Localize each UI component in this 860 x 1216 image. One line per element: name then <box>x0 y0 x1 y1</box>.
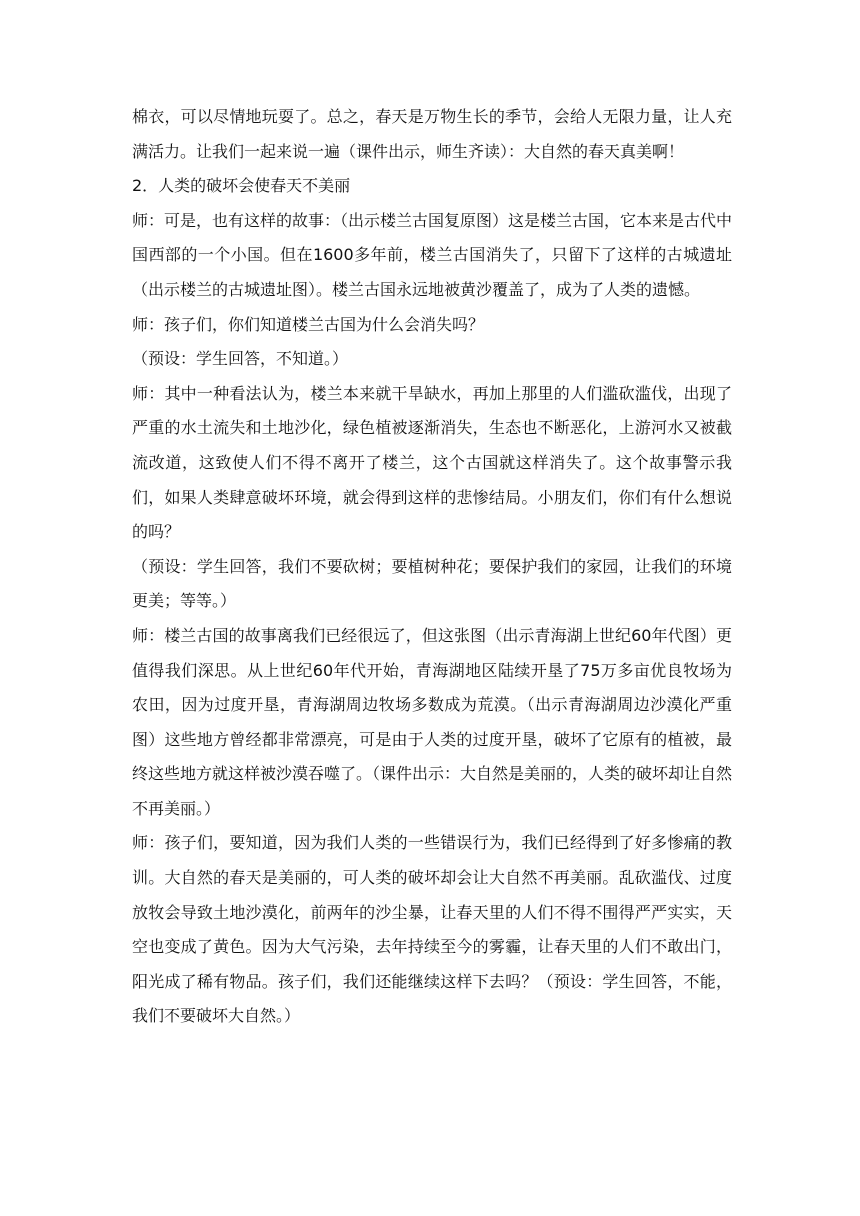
document-body <box>132 100 732 1034</box>
paragraph-teacher-question: 师：孩子们，你们知道楼兰古国为什么会消失吗？ <box>132 314 485 334</box>
paragraph-spring-summary: 棉衣，可以尽情地玩耍了。总之，春天是万物生长的季节，会给人无限力量，让人充满活力。让我们一起来说一遍（课件出示，师生齐读）：大自然的春天真美啊！ <box>132 107 732 161</box>
section-heading: 2．人类的破坏会使春天不美丽 <box>132 176 351 196</box>
paragraph-preset-answer-1: （预设：学生回答，不知道。） <box>132 349 349 369</box>
paragraph-preset-answer-2: （预设：学生回答，我们不要砍树；要植树种花；要保护我们的家园，让我们的环境更美；等等。） <box>132 556 732 611</box>
paragraph-loulan-explanation: 师：其中一种看法认为，楼兰本来就干旱缺水，再加上那里的人们滥砍滥伐，出现了严重的水土流失和土地沙化，绿色植被逐渐消失，生态也不断恶化，上游河水又被截流改道，这致使人们不得不离开了楼兰，这个古国就这样消失了。这个故事警示我们，如果人类肆意破坏环境，就会得到这样的悲惨结局。小朋友们，你们有什么想说的吗？ <box>132 383 732 542</box>
paragraph-lessons: 师：孩子们，要知道，因为我们人类的一些错误行为，我们已经得到了好多惨痛的教训。大自然的春天是美丽的，可人类的破坏却会让大自然不再美丽。乱砍滥伐、过度放牧会导致土地沙漠化，前两年的沙尘暴，让春天里的人们不得不围得严严实实，天空也变成了黄色。因为大气污染，去年持续至今的雾霾，让春天里的人们不敢出门，阳光成了稀有物品。孩子们，我们还能继续这样下去吗？（预设：学生回答，不能，我们不要破坏大自然。） <box>132 833 732 1026</box>
paragraph-loulan-intro: 师：可是，也有这样的故事：（出示楼兰古国复原图）这是楼兰古国，它本来是古代中国西部的一个小国。但在1600多年前，楼兰古国消失了，只留下了这样的古城遗址（出示楼兰的古城遗址图）。楼兰古国永远地被黄沙覆盖了，成为了人类的遗憾。 <box>132 210 733 299</box>
paragraph-qinghai-lake: 师：楼兰古国的故事离我们已经很远了，但这张图（出示青海湖上世纪60年代图）更值得我们深思。从上世纪60年代开始，青海湖地区陆续开垦了75万多亩优良牧场为农田，因为过度开垦，青海湖周边牧场多数成为荒漠。（出示青海湖周边沙漠化严重图）这些地方曾经都非常漂亮，可是由于人类的过度开垦，破坏了它原有的植被，最终这些地方就这样被沙漠吞噬了。（课件出示：大自然是美丽的，人类的破坏却让自然不再美丽。） <box>132 625 733 818</box>
